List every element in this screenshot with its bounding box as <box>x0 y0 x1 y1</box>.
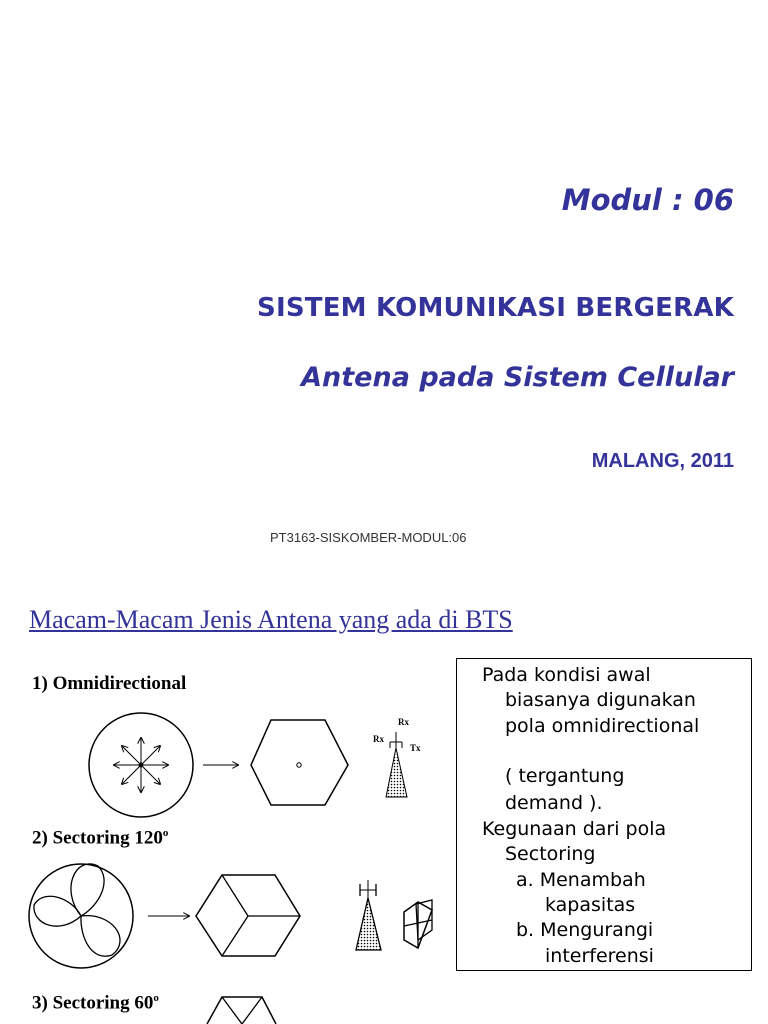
textbox-line: Pada kondisi awal <box>482 664 651 686</box>
sector-120-pattern-diagram <box>29 864 133 968</box>
textbox-line: ( tergantung <box>505 765 625 787</box>
sector-120-hexagon-cell <box>196 875 300 956</box>
modul-number: Modul : 06 <box>561 183 734 217</box>
textbox-line: Kegunaan dari pola <box>482 818 667 840</box>
item-sectoring-120-label: 2) Sectoring 120 <box>32 827 163 849</box>
sector-60-hexagon-cell <box>207 997 276 1024</box>
topic-subtitle: Antena pada Sistem Cellular <box>301 362 734 393</box>
textbox-list-item: b. Mengurangi <box>516 919 654 941</box>
item-sectoring-60-label: 3) Sectoring 60 <box>32 992 154 1014</box>
textbox-list-item: a. Menambah <box>516 869 646 891</box>
textbox-line: kapasitas <box>545 894 636 916</box>
omni-pattern-diagram <box>89 713 193 817</box>
textbox-line: biasanya digunakan <box>505 689 696 711</box>
place-year: MALANG, 2011 <box>591 450 734 472</box>
textbox-line: interferensi <box>545 945 654 967</box>
omni-hexagon-cell <box>251 720 348 805</box>
item-omnidirectional: 1) Omnidirectional <box>32 673 187 694</box>
rx-label: Rx <box>373 734 384 744</box>
tx-label: Tx <box>410 743 421 753</box>
textbox-line: Sectoring <box>505 843 596 865</box>
sector-antenna-tower-icon <box>356 880 381 950</box>
rx-label: Rx <box>398 717 409 727</box>
course-title: SISTEM KOMUNIKASI BERGERAK <box>257 293 734 323</box>
degree-symbol: o <box>153 992 159 1004</box>
textbox-line: demand ). <box>505 792 603 814</box>
omni-antenna-tower-icon <box>386 732 407 797</box>
slide-heading: Macam-Macam Jenis Antena yang ada di BTS <box>29 605 513 634</box>
textbox-line: pola omnidirectional <box>505 715 700 737</box>
sector-panel-antenna-icon <box>404 900 432 948</box>
degree-symbol: o <box>162 827 169 839</box>
module-code: PT3163-SISKOMBER-MODUL:06 <box>270 530 467 545</box>
